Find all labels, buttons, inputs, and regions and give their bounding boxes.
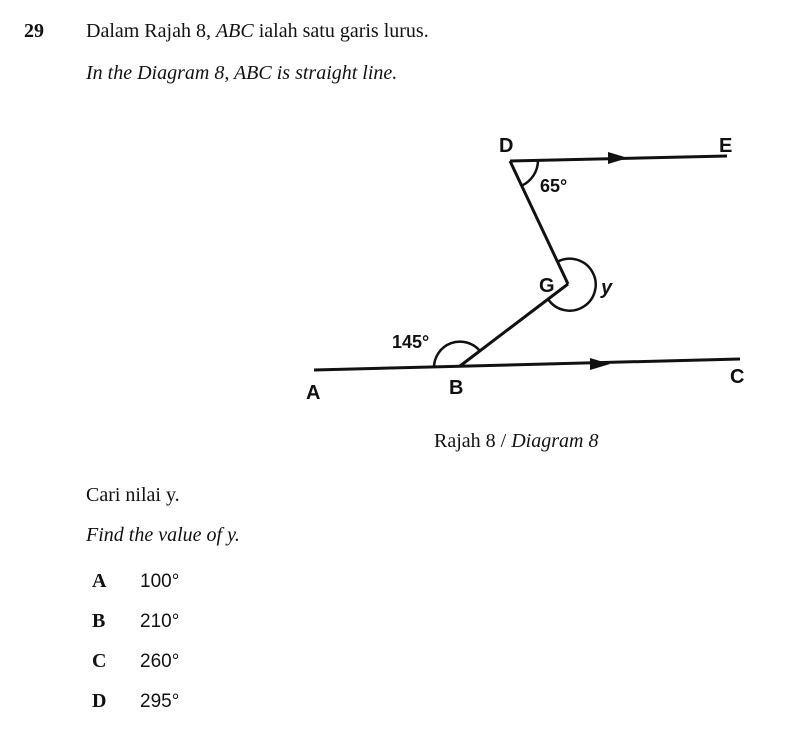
angle-arc-g	[548, 259, 596, 311]
question-text-malay-abc: ABC	[215, 20, 254, 42]
question-text-malay-suffix: ialah satu garis lurus.	[253, 20, 429, 42]
angle-arc-d	[521, 160, 538, 186]
label-point-a: A	[306, 382, 321, 404]
option-letter: A	[92, 570, 107, 592]
label-point-b: B	[449, 377, 464, 399]
label-angle-b: 145°	[392, 332, 430, 352]
option-value: 210°	[140, 611, 180, 632]
option-b[interactable]	[92, 610, 179, 633]
label-angle-y: y	[601, 277, 613, 299]
prompt-english: Find the value of y.	[86, 524, 240, 546]
question-text-english: In the Diagram 8, ABC is straight line.	[86, 62, 398, 84]
option-d[interactable]	[92, 690, 179, 713]
diagram-caption-english: Diagram 8	[511, 430, 599, 452]
arrow-abc	[590, 358, 610, 370]
option-a[interactable]	[92, 570, 179, 593]
label-point-e: E	[719, 135, 733, 157]
label-point-g: G	[539, 275, 555, 297]
line-abc	[314, 359, 740, 370]
label-point-c: C	[730, 366, 745, 388]
label-point-d: D	[499, 135, 514, 157]
option-letter: C	[92, 650, 107, 672]
option-value: 260°	[140, 651, 180, 672]
option-c[interactable]	[92, 650, 179, 673]
option-value: 295°	[140, 691, 180, 712]
option-letter: B	[92, 610, 106, 632]
diagram-caption	[434, 430, 598, 453]
option-value: 100°	[140, 571, 180, 592]
arrow-de	[608, 152, 628, 164]
label-angle-d: 65°	[540, 176, 568, 196]
prompt-malay: Cari nilai y.	[86, 484, 180, 506]
question-number: 29	[24, 20, 44, 42]
question-text-malay-prefix: Dalam Rajah 8,	[86, 20, 216, 42]
option-letter: D	[92, 690, 107, 712]
diagram-caption-malay: Rajah 8 /	[434, 430, 512, 452]
